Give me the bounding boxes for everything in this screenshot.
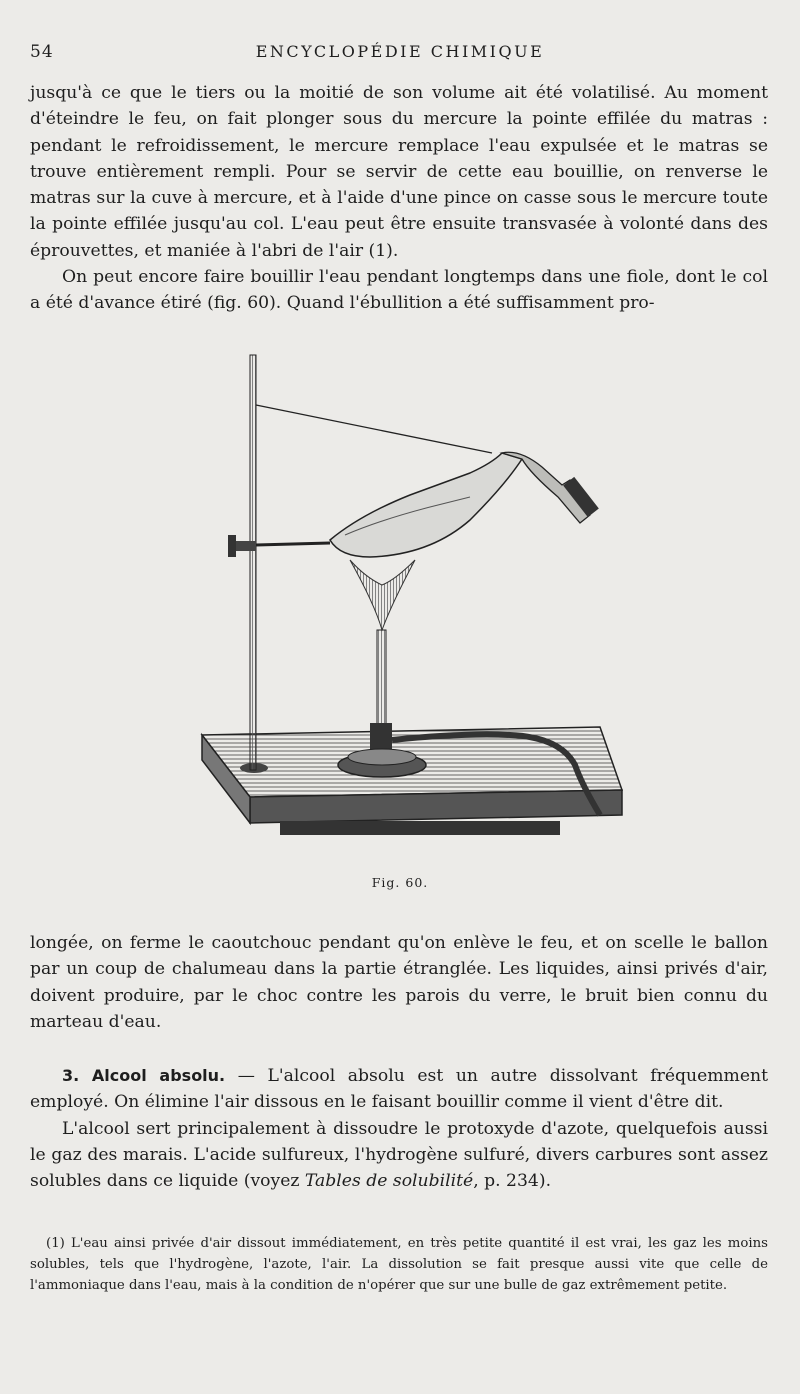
paragraph-flask-method: On peut encore faire bouillir l'eau pendant longtemps dans une fiole, dont le col a été d'avance étiré (fig. 60). Quand l'ébullition a été suffisamment pro- [30, 267, 768, 314]
paragraph-sealing: longée, on ferme le caoutchouc pendant qu'on enlève le feu, et on scelle le ballon par un coup de chalumeau dans la partie étranglée. Les liquides, ainsi privés d'air, doivent produire, par le choc contre les parois du verre, le bruit bien connu du marteau d'eau. [30, 933, 768, 1032]
glass-flask [330, 452, 599, 557]
alcohol-uses-text-b: , p. 234). [473, 1171, 552, 1192]
paragraph-alcohol-uses [30, 1116, 768, 1195]
running-head [30, 42, 770, 64]
section-heading: 3. Alcool absolu. [62, 1066, 226, 1085]
alcohol-uses-text-a: L'alcool sert principalement à dissoudre le protoxyde d'azote, quelquefois aussi le gaz des marais. L'acide sulfureux, l'hydrogène sulfuré, divers carbures sont assez solubles dans ce liquide (voyez [30, 1118, 768, 1192]
figure-60-illustration [170, 345, 630, 865]
wooden-base-board [202, 727, 622, 835]
running-title: ENCYCLOPÉDIE CHIMIQUE [255, 42, 545, 61]
figure-caption: Fig. 60. [371, 875, 429, 890]
paragraph-absolute-alcohol-text: — L'alcool absolu est un autre dissolvant fréquemment employé. On élimine l'air dissous en le faisant bouillir comme il vient d'être dit. [30, 1066, 768, 1113]
retort-stand [228, 355, 330, 773]
page-number: 54 [30, 42, 54, 62]
solubility-tables-reference: Tables de solubilité [304, 1171, 474, 1192]
paragraph-absolute-alcohol [30, 1063, 768, 1116]
suspension-string [256, 405, 492, 453]
text-block-alcohol [30, 1063, 768, 1194]
footnote [30, 1234, 768, 1296]
text-block-top [30, 80, 768, 317]
text-block-middle [30, 930, 768, 1035]
paragraph-boiled-water: jusqu'à ce que le tiers ou la moitié de son volume ait été volatilisé. Au moment d'éteindre le feu, on fait plonger sous du mercure la pointe effilée du matras : pendant le refroidissement, le mercure remplace l'eau expulsée et le matras se trouve entièrement rempli. Pour se servir de cette eau bouillie, on renverse le matras sur la cuve à mercure, et à l'aide d'une pince on casse sous le mercure toute la pointe effilée jusqu'au col. L'eau peut être ensuite transvasée à volonté dans des éprouvettes, et maniée à l'abri de l'air (1). [30, 83, 768, 261]
footnote-text: (1) L'eau ainsi privée d'air dissout immédiatement, en très petite quantité il est vrai, les gaz les moins solubles, tels que l'hydrogène, l'azote, l'air. La dissolution se fait presque aussi vite que celle de l'ammoniaque dans l'eau, mais à la condition de n'opérer que sur une bulle de gaz extrêmement petite. [30, 1236, 768, 1293]
